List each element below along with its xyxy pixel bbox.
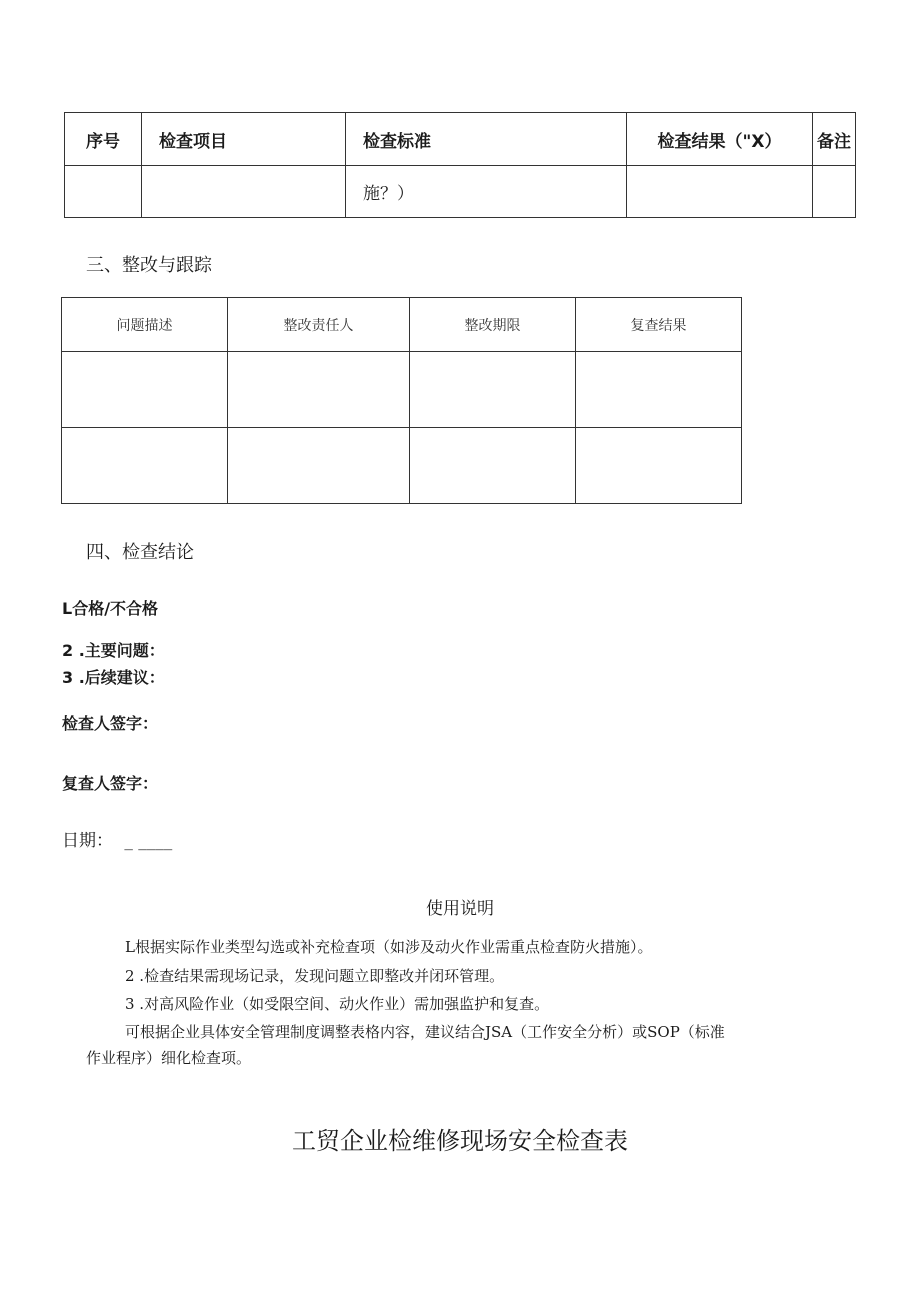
cell-responsible[interactable] (228, 352, 410, 428)
inspection-table-header (65, 113, 856, 166)
col-header-responsible: 整改责任人 (228, 298, 410, 352)
col-header-problem: 问题描述 (62, 298, 228, 352)
instructions-title: 使用说明 (426, 899, 494, 919)
cell-serial[interactable] (65, 166, 142, 218)
date-label: 日期： (62, 831, 113, 851)
conclusion-main-problems: 2 .主要问题： (62, 641, 165, 660)
section-conclusion-title: 四、检查结论 (86, 542, 194, 563)
cell-responsible[interactable] (228, 428, 410, 504)
col-header-item: 检查项目 (142, 113, 346, 166)
cell-item[interactable] (142, 166, 346, 218)
date-blank[interactable]: _ ____ (124, 831, 173, 851)
col-header-result: 检查结果（"X） (627, 113, 813, 166)
cell-result[interactable] (627, 166, 813, 218)
col-header-deadline: 整改期限 (410, 298, 576, 352)
inspector-signature-label: 检查人签字： (62, 714, 159, 733)
instruction-line-1: L根据实际作业类型勾选或补充检查项（如涉及动火作业需重点检查防火措施）。 (125, 938, 653, 956)
col-header-serial: 序号 (65, 113, 142, 166)
rectification-table-header (62, 298, 742, 352)
cell-review[interactable] (576, 352, 742, 428)
col-header-remark: 备注 (813, 113, 856, 166)
col-header-review: 复查结果 (576, 298, 742, 352)
cell-deadline[interactable] (410, 352, 576, 428)
section-rectification-title: 三、整改与跟踪 (86, 255, 212, 276)
rectification-table (61, 297, 742, 504)
cell-problem[interactable] (62, 428, 228, 504)
reviewer-signature-label: 复查人签字： (62, 774, 159, 793)
col-header-standard: 检查标准 (346, 113, 627, 166)
table-row (62, 428, 742, 504)
conclusion-pass-fail: L合格/不合格 (62, 599, 159, 618)
cell-deadline[interactable] (410, 428, 576, 504)
instruction-paragraph-line-b: 作业程序）细化检查项。 (86, 1049, 252, 1067)
cell-remark[interactable] (813, 166, 856, 218)
inspection-table (64, 112, 856, 218)
table-row (65, 166, 856, 218)
instruction-paragraph-line-a: 可根据企业具体安全管理制度调整表格内容，建议结合JSA（工作安全分析）或SOP（标准 (125, 1023, 725, 1041)
cell-standard[interactable]: 施？） (346, 166, 627, 218)
instruction-line-3: 3 .对高风险作业（如受限空间、动火作业）需加强监护和复查。 (125, 995, 550, 1013)
conclusion-follow-up: 3 .后续建议： (62, 668, 165, 687)
document-title: 工贸企业检维修现场安全检查表 (292, 1127, 628, 1155)
date-line (62, 826, 172, 851)
table-row (62, 352, 742, 428)
cell-review[interactable] (576, 428, 742, 504)
cell-problem[interactable] (62, 352, 228, 428)
instruction-line-2: 2 .检查结果需现场记录，发现问题立即整改并闭环管理。 (125, 967, 505, 985)
